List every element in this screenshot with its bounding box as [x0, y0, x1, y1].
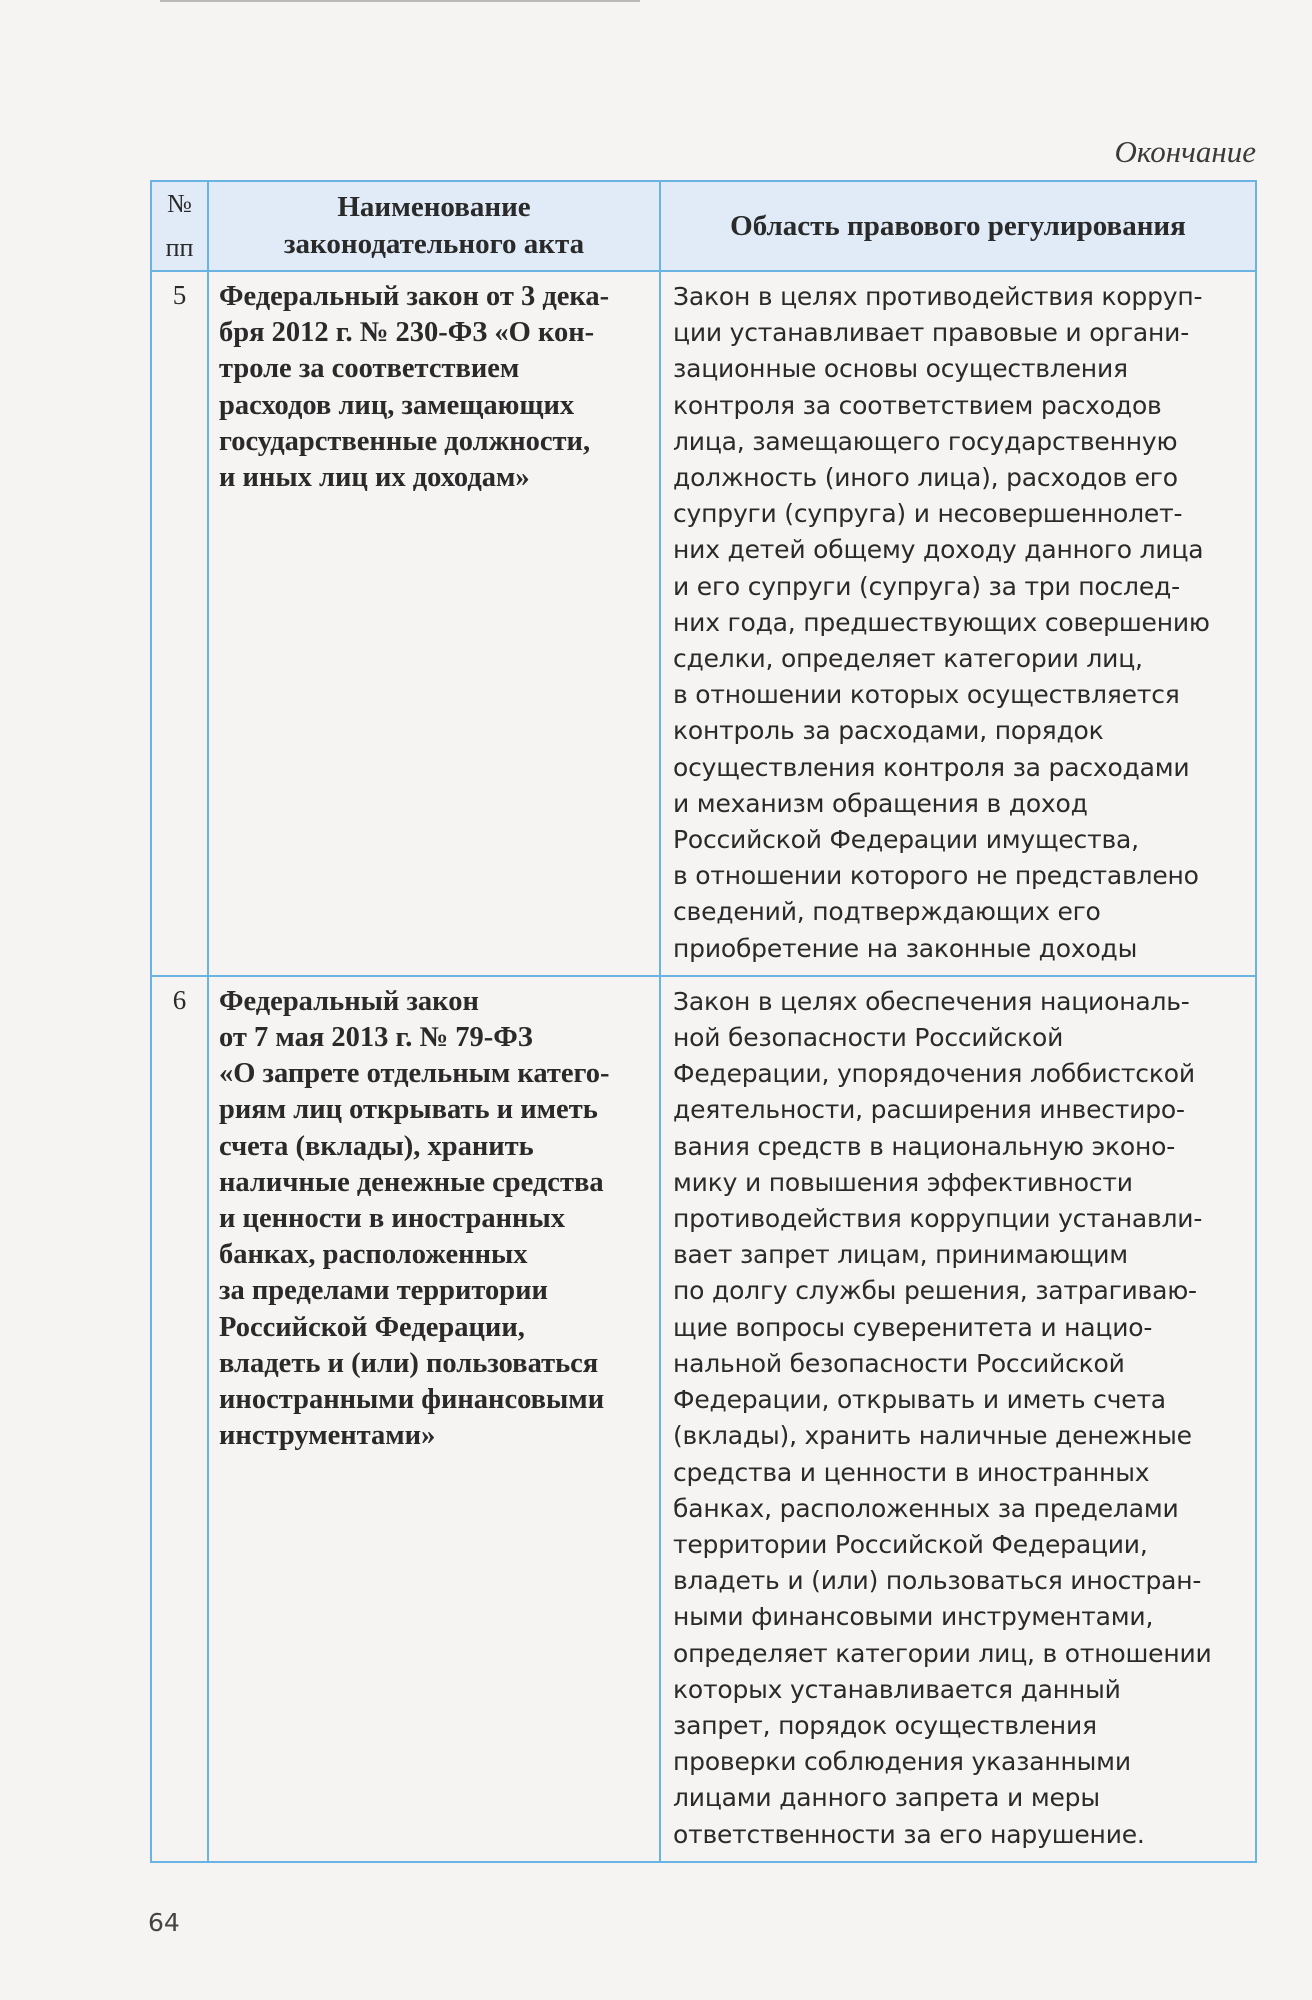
act-name-line: государственные должности, [219, 425, 591, 457]
act-name-line: Федеральный закон [219, 985, 479, 1017]
header-name [208, 181, 660, 271]
regulation-area-line: зационные основы осуществления [673, 354, 1128, 384]
regulation-area-line: деятельности, расширения инвестиро- [673, 1095, 1185, 1125]
table-row [151, 271, 1256, 976]
regulation-area-line: осуществления контроля за расходами [673, 752, 1190, 782]
regulation-area-line: владеть и (или) пользоваться иностран- [673, 1566, 1202, 1596]
regulation-area-line: них года, предшествующих совершению [673, 607, 1210, 637]
table-row [151, 976, 1256, 1862]
regulation-area-line: (вклады), хранить наличные денежные [673, 1421, 1192, 1451]
regulation-area-line: контроль за расходами, порядок [673, 716, 1104, 746]
act-name-line: расходов лиц, замещающих [219, 389, 575, 421]
act-name-line: «О запрете отдельным катего- [219, 1058, 610, 1090]
act-name [208, 976, 660, 1862]
regulation-area-line: нальной безопасности Российской [673, 1348, 1125, 1378]
regulation-area-line: сведений, подтверждающих его [673, 897, 1101, 927]
regulation-area-line: сделки, определяет категории лиц, [673, 644, 1143, 674]
top-rule [160, 0, 640, 2]
act-name-line: от 7 мая 2013 г. № 79-ФЗ [219, 1022, 533, 1054]
regulation-area-line: Закон в целях противодействия корруп- [673, 282, 1203, 311]
regulation-area-line: Российской Федерации имущества, [673, 825, 1139, 855]
regulation-area-line: по долгу службы решения, затрагиваю- [673, 1276, 1197, 1306]
regulation-area-line: определяет категории лиц, в отношении [673, 1638, 1212, 1668]
act-name [208, 271, 660, 976]
regulation-area-line: лицами данного запрета и меры [673, 1783, 1100, 1813]
header-number-line: пп [165, 233, 194, 262]
continuation-label: Окончание [1114, 134, 1256, 169]
regulation-area-line: запрет, порядок осуществления [673, 1710, 1097, 1740]
regulation-area-line: приобретение на законные доходы [673, 933, 1138, 963]
regulation-area-line: противодействия коррупции устанавли- [673, 1204, 1203, 1234]
act-name-line: наличные денежные средства [219, 1166, 604, 1198]
page-number: 64 [148, 1908, 180, 1937]
header-number-line: № [167, 189, 192, 218]
regulation-area-line: ными финансовыми инструментами, [673, 1602, 1154, 1632]
regulation-area-line: банках, расположенных за пределами [673, 1493, 1179, 1523]
regulation-area-line: в отношении которого не представлено [673, 861, 1199, 891]
regulation-area-line: территории Российской Федерации, [673, 1529, 1148, 1559]
header-name-line: Наименование [337, 191, 531, 223]
regulation-area-line: в отношении которых осуществляется [673, 680, 1180, 710]
row-number: 5 [151, 271, 208, 976]
regulation-area-line: лица, замещающего государственную [673, 426, 1178, 456]
regulation-area-line: проверки соблюдения указанными [673, 1747, 1131, 1777]
regulation-area [660, 976, 1256, 1862]
act-name-line: троле за соответствием [219, 353, 520, 385]
regulation-area-line: ции устанавливает правовые и органи- [673, 318, 1190, 348]
act-name-line: риям лиц открывать и иметь [219, 1094, 598, 1126]
regulation-area-line: и его супруги (супруга) за три послед- [673, 571, 1180, 601]
table-header-row [151, 181, 1256, 271]
regulation-area-line: вает запрет лицам, принимающим [673, 1240, 1128, 1270]
row-number: 6 [151, 976, 208, 1862]
regulation-area-line: вания средств в национальную эконо- [673, 1131, 1176, 1161]
act-name-line: счета (вклады), хранить [219, 1130, 534, 1162]
act-name-line: за пределами территории [219, 1275, 548, 1307]
regulation-area-line: средства и ценности в иностранных [673, 1457, 1150, 1487]
regulation-area-line: контроля за соответствием расходов [673, 390, 1162, 420]
regulation-area-line: Федерации, открывать и иметь счета [673, 1385, 1166, 1415]
regulation-area-line: супруги (супруга) и несовершеннолет- [673, 499, 1183, 529]
act-name-line: и ценности в иностранных [219, 1203, 565, 1235]
regulation-area-line: ной безопасности Российской [673, 1023, 1064, 1053]
act-name-line: владеть и (или) пользоваться [219, 1347, 599, 1379]
header-number [151, 181, 208, 271]
regulation-area-line: Федерации, упорядочения лоббистской [673, 1059, 1195, 1089]
act-name-line: Федеральный закон от 3 дека- [219, 281, 610, 312]
regulation-area-line: них детей общему доходу данного лица [673, 535, 1204, 565]
act-name-line: бря 2012 г. № 230-ФЗ «О кон- [219, 317, 595, 349]
regulation-area-line: мику и повышения эффективности [673, 1167, 1133, 1197]
regulation-area-line: Закон в целях обеспечения националь- [673, 986, 1190, 1016]
act-name-line: иностранными финансовыми [219, 1384, 605, 1416]
header-name-line: законодательного акта [283, 228, 585, 260]
regulation-area-line: должность (иного лица), расходов его [673, 463, 1178, 493]
regulation-area-line: щие вопросы суверенитета и нацио- [673, 1312, 1153, 1342]
regulation-area-line: и механизм обращения в доход [673, 788, 1088, 818]
regulation-area-line: ответственности за его нарушение. [673, 1819, 1145, 1849]
legislation-table [150, 180, 1257, 1863]
act-name-line: Российской Федерации, [219, 1311, 525, 1343]
act-name-line: инструментами» [219, 1420, 436, 1452]
regulation-area [660, 271, 1256, 976]
act-name-line: банках, расположенных [219, 1239, 528, 1271]
regulation-area-line: которых устанавливается данный [673, 1674, 1121, 1704]
act-name-line: и иных лиц их доходам» [219, 462, 530, 494]
header-area: Область правового регулирования [660, 181, 1256, 271]
